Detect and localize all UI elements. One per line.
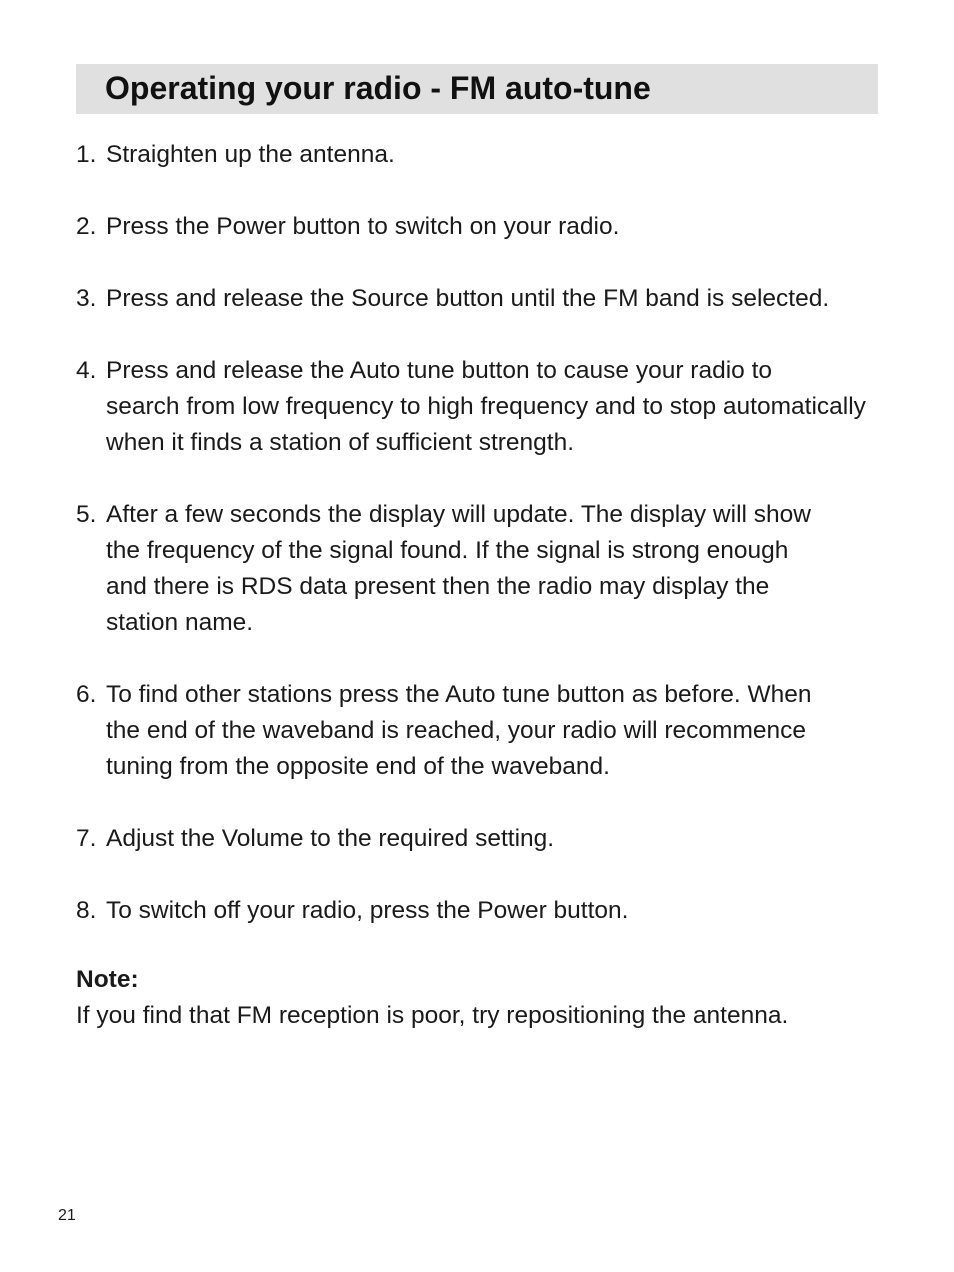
step-line: and there is RDS data present then the radio may display the: [106, 573, 770, 600]
note-section: [76, 962, 878, 1034]
step-line: station name.: [106, 609, 254, 636]
step-number: 7.: [76, 825, 97, 852]
step-number: 2.: [76, 213, 97, 240]
note-text: If you find that FM reception is poor, try repositioning the antenna.: [76, 1002, 789, 1029]
step-text: [106, 677, 878, 785]
step-text: [106, 497, 878, 641]
step-text: [106, 353, 878, 461]
step-line: search from low frequency to high frequency and to stop automatically: [106, 393, 866, 420]
note-heading: Note:: [76, 966, 139, 993]
step-line: After a few seconds the display will update. The display will show: [106, 501, 811, 528]
instruction-step-7: [76, 821, 878, 857]
step-line: Press and release the Source button until the FM band is selected.: [106, 285, 830, 312]
step-line: when it finds a station of sufficient strength.: [106, 429, 575, 456]
step-line: tuning from the opposite end of the waveband.: [106, 753, 610, 780]
step-text: [106, 821, 878, 857]
step-text: [106, 893, 878, 929]
instruction-step-8: [76, 893, 878, 929]
instruction-step-1: [76, 137, 878, 173]
step-text: [106, 137, 878, 173]
step-line: To switch off your radio, press the Power button.: [106, 897, 629, 924]
instruction-list: [76, 137, 878, 965]
step-line: the frequency of the signal found. If the signal is strong enough: [106, 537, 789, 564]
step-line: Straighten up the antenna.: [106, 141, 395, 168]
instruction-step-2: [76, 209, 878, 245]
page-number: 21: [58, 1207, 76, 1224]
step-line: To find other stations press the Auto tune button as before. When: [106, 681, 812, 708]
step-number: 1.: [76, 141, 97, 168]
instruction-step-4: [76, 353, 878, 461]
page-title: Operating your radio - FM auto-tune: [105, 70, 651, 106]
step-number: 3.: [76, 285, 97, 312]
instruction-step-5: [76, 497, 878, 641]
step-line: the end of the waveband is reached, your radio will recommence: [106, 717, 806, 744]
step-number: 6.: [76, 681, 97, 708]
step-line: Adjust the Volume to the required setting.: [106, 825, 555, 852]
step-line: Press the Power button to switch on your radio.: [106, 213, 620, 240]
page-title-bar: [76, 64, 878, 114]
step-text: [106, 281, 878, 317]
step-text: [106, 209, 878, 245]
step-number: 4.: [76, 357, 97, 384]
instruction-step-6: [76, 677, 878, 785]
step-number: 8.: [76, 897, 97, 924]
step-number: 5.: [76, 501, 97, 528]
step-line: Press and release the Auto tune button to cause your radio to: [106, 357, 773, 384]
instruction-step-3: [76, 281, 878, 317]
